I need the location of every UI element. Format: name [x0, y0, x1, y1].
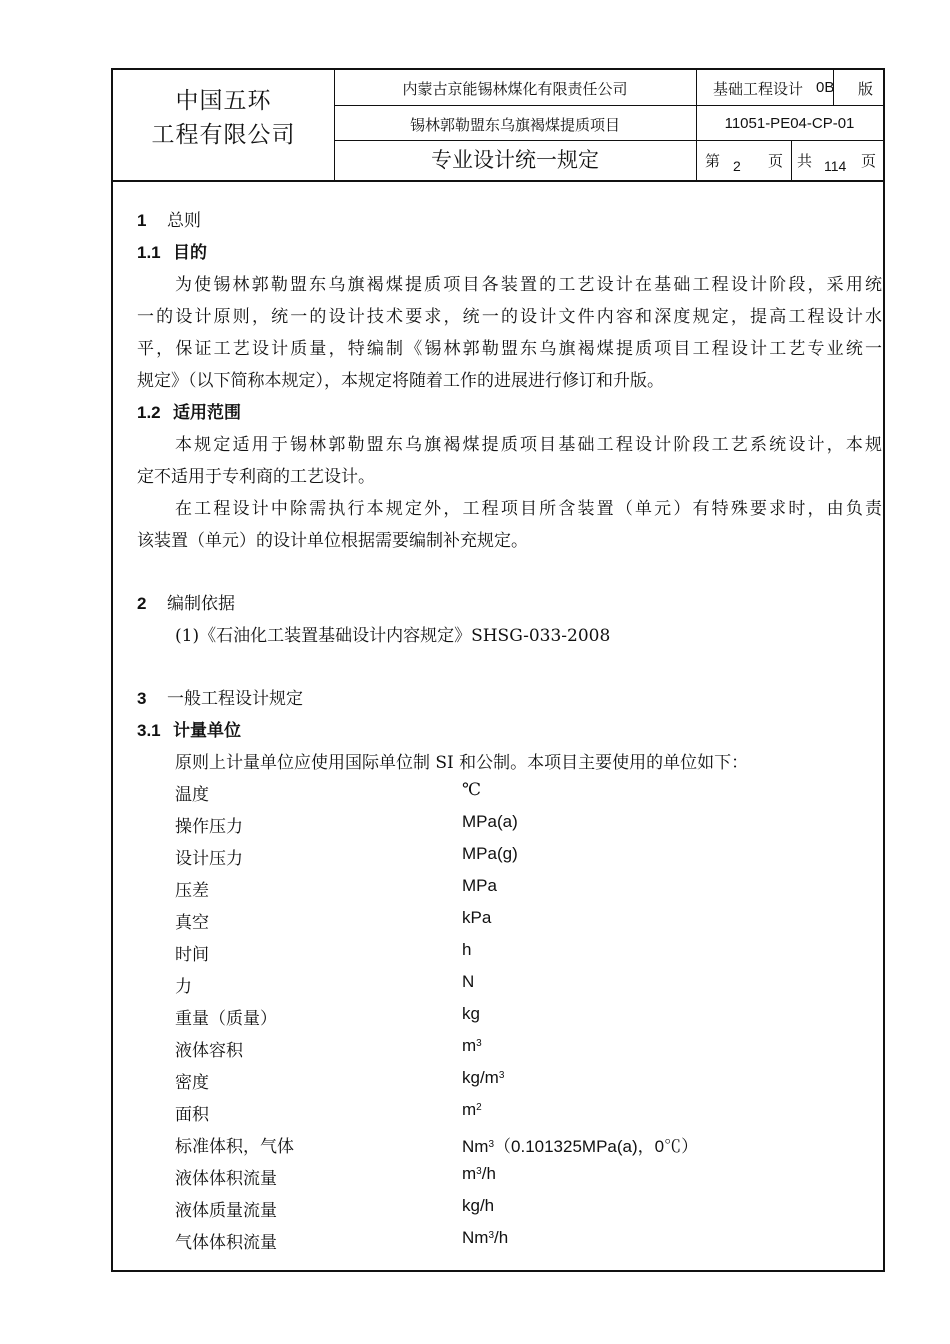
- paragraph-line: 规定》（以下简称本规定），本规定将随着工作的进展进行修订和升版。: [137, 371, 664, 391]
- section-number: 3: [137, 689, 147, 708]
- section-number: 3.1: [137, 721, 161, 740]
- unit-exponent: 3: [488, 1230, 495, 1241]
- paragraph-line: 平，保证工艺设计质量，特编制《锡林郭勒盟东乌旗褐煤提质项目工程设计工艺专业统一: [137, 339, 882, 359]
- paragraph-line: 原则上计量单位应使用国际单位制 SI 和公制。本项目主要使用的单位如下：: [175, 753, 749, 773]
- unit-symbol: [462, 1132, 698, 1157]
- unit-symbol: kg/h: [462, 1196, 495, 1215]
- unit-quantity: 压差: [175, 881, 209, 901]
- unit-quantity: 重量（质量）: [175, 1009, 277, 1029]
- unit-quantity: 面积: [175, 1105, 209, 1125]
- unit-symbol: MPa(a): [462, 812, 518, 831]
- unit-quantity: 液体容积: [175, 1041, 243, 1061]
- unit-quantity: 气体体积流量: [175, 1233, 277, 1253]
- unit-symbol: h: [462, 940, 472, 959]
- total-suffix: 页: [861, 152, 877, 170]
- unit-symbol: [462, 1164, 496, 1184]
- unit-quantity: 密度: [175, 1073, 209, 1093]
- total-pages: 114: [824, 158, 847, 174]
- version-code: 0B: [816, 79, 835, 96]
- unit-suffix: /h: [494, 1228, 509, 1247]
- unit-symbol: kPa: [462, 908, 492, 927]
- unit-quantity: 液体质量流量: [175, 1201, 277, 1221]
- unit-quantity: 时间: [175, 945, 209, 965]
- unit-quantity: 温度: [175, 785, 209, 805]
- unit-exponent: 3: [488, 1139, 495, 1150]
- page-number: 2: [733, 158, 741, 174]
- section-3-heading: [137, 684, 303, 709]
- section-title: 一般工程设计规定: [167, 689, 303, 709]
- unit-quantity: 标准体积，气体: [175, 1137, 294, 1157]
- section-number: 1.2: [137, 403, 161, 422]
- unit-note: （0.101325MPa(a)，0℃）: [494, 1137, 699, 1156]
- unit-exponent: 3: [476, 1038, 482, 1049]
- unit-symbol: N: [462, 972, 475, 991]
- unit-base: Nm: [462, 1137, 489, 1156]
- unit-suffix: /h: [481, 1164, 496, 1183]
- paragraph-line: 定不适用于专利商的工艺设计。: [137, 467, 375, 487]
- company-name-line1: 中国五环: [175, 88, 272, 114]
- unit-base: kg/m: [462, 1068, 499, 1087]
- section-3-1-heading: [137, 716, 241, 741]
- section-number: 1: [137, 211, 147, 230]
- section-number: 2: [137, 594, 147, 613]
- unit-symbol: MPa(g): [462, 844, 518, 863]
- document-title: 专业设计统一规定: [431, 148, 599, 172]
- unit-base: m: [462, 1100, 477, 1119]
- section-title: 编制依据: [167, 594, 235, 614]
- section-title: 计量单位: [173, 721, 241, 740]
- paragraph-line: 该装置（单元）的设计单位根据需要编制补充规定。: [137, 531, 528, 551]
- paragraph-line: 本规定适用于锡林郭勒盟东乌旗褐煤提质项目基础工程设计阶段工艺系统设计，本规: [175, 435, 882, 455]
- unit-symbol: [462, 1100, 482, 1120]
- section-1-heading: [137, 206, 201, 231]
- company-name: [113, 84, 334, 152]
- client-name: 内蒙古京能锡林煤化有限责任公司: [402, 80, 628, 98]
- divider: [334, 105, 883, 106]
- page-prefix: 第: [705, 152, 721, 170]
- unit-symbol: [462, 1068, 504, 1088]
- section-2-heading: [137, 589, 235, 614]
- unit-symbol: [462, 1228, 508, 1248]
- project-name: 锡林郭勒盟东乌旗褐煤提质项目: [409, 116, 620, 134]
- unit-symbol: [462, 1036, 482, 1056]
- unit-base: m: [462, 1164, 477, 1183]
- unit-quantity: 力: [175, 977, 192, 997]
- document-frame: [111, 68, 885, 1272]
- unit-base: Nm: [462, 1228, 489, 1247]
- document-number: 11051-PE04-CP-01: [724, 115, 855, 132]
- divider: [791, 140, 792, 180]
- section-title: 总则: [167, 211, 201, 231]
- company-name-line2: 工程有限公司: [151, 122, 296, 148]
- unit-exponent: 3: [476, 1166, 482, 1177]
- unit-exponent: 3: [498, 1070, 505, 1081]
- unit-symbol: ℃: [462, 780, 482, 800]
- paragraph-line: 为使锡林郭勒盟东乌旗褐煤提质项目各装置的工艺设计在基础工程设计阶段，采用统: [175, 275, 882, 295]
- section-1-1-heading: [137, 238, 207, 263]
- unit-quantity: 设计压力: [175, 849, 243, 869]
- reference-item: (1)《石油化工装置基础设计内容规定》SHSG-033-2008: [175, 626, 611, 646]
- unit-quantity: 液体体积流量: [175, 1169, 277, 1189]
- title-block: [113, 70, 883, 182]
- unit-symbol: MPa: [462, 876, 497, 895]
- page-suffix: 页: [768, 152, 784, 170]
- design-stage: 基础工程设计: [713, 80, 804, 98]
- unit-quantity: 操作压力: [175, 817, 243, 837]
- paragraph-line: 在工程设计中除需执行本规定外，工程项目所含装置（单元）有特殊要求时，由负责: [175, 499, 882, 519]
- unit-exponent: 2: [476, 1102, 482, 1113]
- section-number: 1.1: [137, 243, 161, 262]
- total-prefix: 共: [797, 152, 813, 170]
- unit-symbol: kg: [462, 1004, 480, 1023]
- section-title: 目的: [173, 243, 207, 262]
- unit-base: m: [462, 1036, 477, 1055]
- divider: [334, 140, 883, 141]
- paragraph-line: 一的设计原则，统一的设计技术要求，统一的设计文件内容和深度规定，提高工程设计水: [137, 307, 882, 327]
- version-label: 版: [858, 80, 874, 98]
- unit-quantity: 真空: [175, 913, 209, 933]
- section-1-2-heading: [137, 398, 241, 423]
- section-title: 适用范围: [173, 403, 241, 422]
